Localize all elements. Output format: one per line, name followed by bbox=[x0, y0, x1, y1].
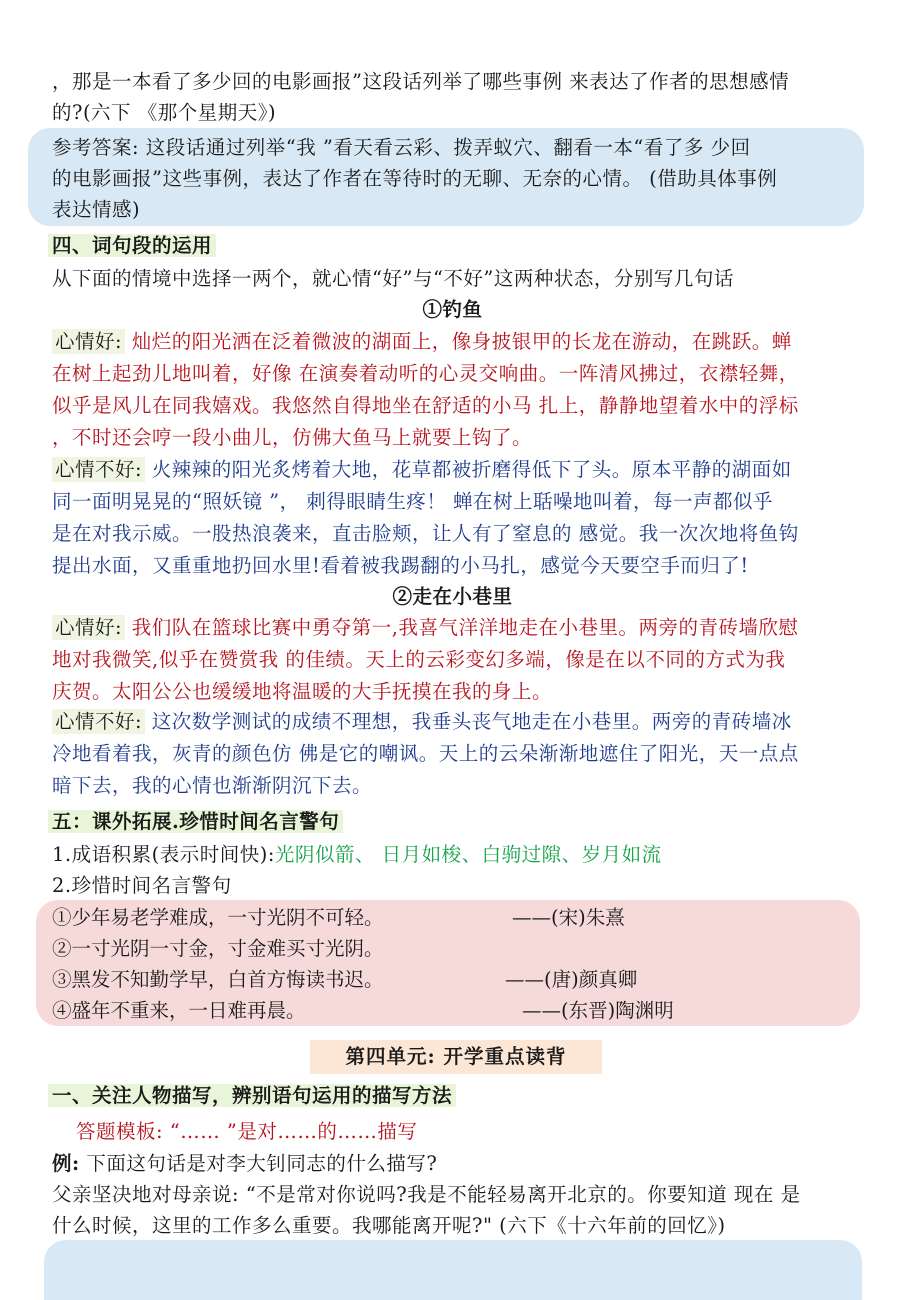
scene2-bad-line1: 心情不好: 这次数学测试的成绩不理想，我垂头丧气地走在小巷里。两旁的青砖墙冰 bbox=[52, 706, 792, 737]
quote-text-2: ②一寸光阴一寸金，寸金难买寸光阴。 bbox=[52, 937, 384, 960]
unit4-title: 第四单元: 开学重点读背 bbox=[310, 1040, 602, 1074]
scene2-good-line3: 庆贺。太阳公公也缓缓地将温暖的大手抚摸在我的身上。 bbox=[52, 680, 553, 703]
scene1-bad-line3: 是在对我示威。一股热浪袭来，直击脸颊，让人有了窒息的 感觉。我一次次地将鱼钩 bbox=[52, 522, 799, 545]
scene1-title: ①钓鱼 bbox=[422, 298, 483, 321]
scene2-bad-line3: 暗下去，我的心情也渐渐阴沉下去。 bbox=[52, 774, 373, 797]
section5-heading: 五：课外拓展.珍惜时间名言警句 bbox=[48, 806, 343, 837]
answer-line2: 的电影画报”这些事例，表达了作者在等待时的无聊、无奈的心情。 (借助具体事例 bbox=[52, 167, 778, 190]
answer-box-bottom bbox=[44, 1240, 862, 1300]
question-text-line1: ，那是一本看了多少回的电影画报”这段话列举了哪些事例 来表达了作者的思想感情 bbox=[52, 70, 790, 93]
example-question: 例: 下面这句话是对李大钊同志的什么描写? bbox=[52, 1152, 438, 1175]
example-quote-line1: 父亲坚决地对母亲说: “不是常对你说吗?我是不能轻易离开北京的。你要知道 现在 是 bbox=[52, 1183, 801, 1206]
example-quote-line2: 什么时候，这里的工作多么重要。我哪能离开呢?" (六下《十六年前的回忆》) bbox=[52, 1214, 726, 1237]
quote-author-4: ——(东晋)陶渊明 bbox=[522, 999, 674, 1022]
unit4-heading: 一、关注人物描写，辨别语句运用的描写方法 bbox=[48, 1080, 456, 1111]
scene1-bad-line2: 同一面明晃晃的“照妖镜 ”， 刺得眼睛生疼！ 蝉在树上聒噪地叫着，每一声都似乎 bbox=[52, 490, 774, 513]
mood-label-bad: 心情不好: bbox=[52, 457, 145, 482]
section4-heading: 四、词句段的运用 bbox=[48, 230, 216, 261]
answer-line1: 参考答案: 这段话通过列举“我 ”看天看云彩、拨弄蚁穴、翻看一本“看了多 少回 bbox=[52, 136, 751, 159]
mood-label-good: 心情好: bbox=[52, 615, 125, 640]
idioms-line: 1.成语积累(表示时间快):光阴似箭、 日月如梭、白驹过隙、岁月如流 bbox=[52, 843, 662, 866]
scene1-good-line2: 在树上起劲儿地叫着，好像 在演奏着动听的心灵交响曲。一阵清风拂过，衣襟轻舞， bbox=[52, 362, 799, 385]
quote-author-1: ——(宋)朱熹 bbox=[512, 906, 625, 929]
quote-text-4: ④盛年不重来，一日难再晨。 bbox=[52, 999, 306, 1022]
quote-text-3: ③黑发不知勤学早，白首方悔读书迟。 bbox=[52, 968, 384, 991]
scene2-good-line2: 地对我微笑,似乎在赞赏我 的佳绩。天上的云彩变幻多端，像是在以不同的方式为我 bbox=[52, 648, 786, 671]
quotes-label: 2.珍惜时间名言警句 bbox=[52, 874, 232, 897]
mood-label-good: 心情好: bbox=[52, 329, 125, 354]
section4-intro: 从下面的情境中选择一两个，就心情“好”与“不好”这两种状态，分别写几句话 bbox=[52, 267, 734, 290]
scene1-good-line1: 心情好: 灿烂的阳光洒在泛着微波的湖面上，像身披银甲的长龙在游动，在跳跃。蝉 bbox=[52, 326, 792, 357]
scene1-good-line4: ，不时还会哼一段小曲儿，仿佛大鱼马上就要上钩了。 bbox=[52, 426, 533, 449]
scene1-bad-line4: 提出水面，又重重地扔回水里!看着被我踢翻的小马扎，感觉今天要空手而归了! bbox=[52, 554, 749, 577]
quote-author-3: ——(唐)颜真卿 bbox=[505, 968, 638, 991]
mood-label-bad: 心情不好: bbox=[52, 709, 145, 734]
scene2-bad-line2: 冷地看着我，灰青的颜色仿 佛是它的嘲讽。天上的云朵渐渐地遮住了阳光，天一点点 bbox=[52, 742, 799, 765]
answer-template: 答题模板: “…… ”是对……的……描写 bbox=[76, 1120, 418, 1143]
answer-line3: 表达情感) bbox=[52, 198, 141, 221]
scene2-title: ②走在小巷里 bbox=[392, 585, 513, 608]
scene2-good-line1: 心情好: 我们队在篮球比赛中勇夺第一,我喜气洋洋地走在小巷里。两旁的青砖墙欣慰 bbox=[52, 612, 798, 643]
quote-text-1: ①少年易老学难成，一寸光阴不可轻。 bbox=[52, 906, 384, 929]
scene1-bad-line1: 心情不好: 火辣辣的阳光炙烤着大地，花草都被折磨得低下了头。原本平静的湖面如 bbox=[52, 454, 792, 485]
question-text-line2: 的?(六下 《那个星期天》) bbox=[52, 101, 277, 124]
scene1-good-line3: 似乎是风儿在同我嬉戏。我悠然自得地坐在舒适的小马 扎上，静静地望着水中的浮标 bbox=[52, 394, 799, 417]
